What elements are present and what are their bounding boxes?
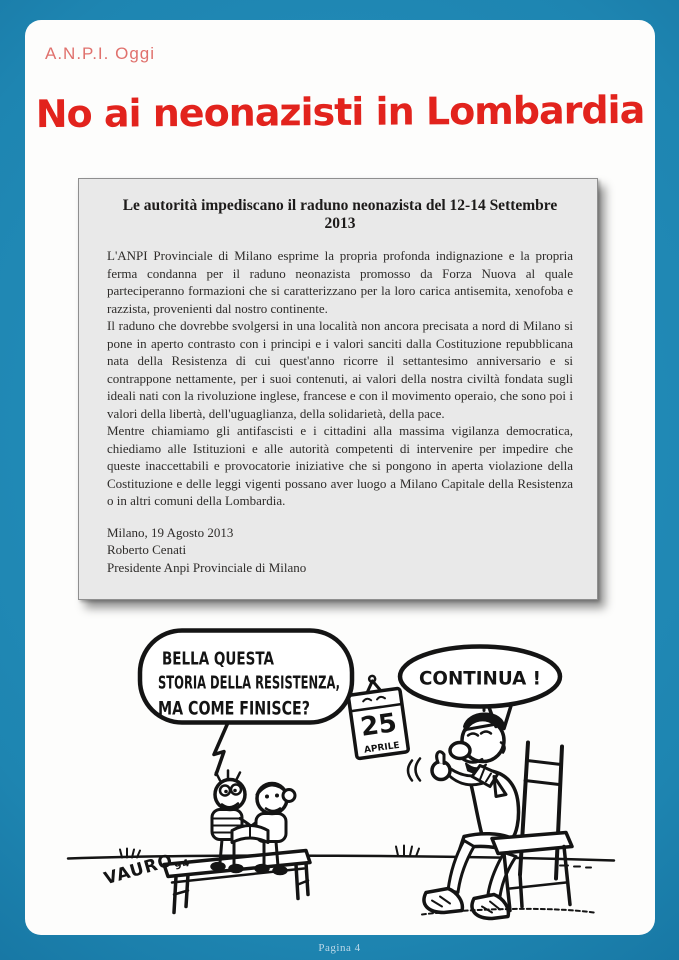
book (232, 826, 268, 843)
signer-name: Roberto Cenati (107, 542, 187, 557)
left-bubble-line-1: BELLA QUESTA (162, 648, 275, 670)
communique-paragraph: Il raduno che dovrebbe svolgersi in una località non ancora precisata a nord di Milano si pone in aperto contrasto con i principi e i valori sanciti dalla Costituzione repubblicana nata della Resistenza di cui quest'anno ricorre il settantesimo anniversario e si contrappone nettamente, per i suoi contenuti, ai valori della nostra civiltà fondata sugli ideali nati con la rivoluzione inglese, francese e con il movimento operaio, che sono poi i valori della libertà, dell'uguaglianza, della solidarietà, della pace. (107, 318, 573, 421)
communique-title: Le autorità impediscano il raduno neonazista del 12-14 Settembre 2013 (122, 197, 558, 232)
left-speech-bubble (140, 631, 352, 775)
calendar-day: 25 (358, 708, 399, 743)
calendar (346, 672, 409, 758)
editorial-cartoon (60, 620, 620, 925)
newsletter-page (25, 20, 655, 935)
artist-name: VAURO (101, 850, 176, 890)
left-bubble-line-2: STORIA DELLA RESISTENZA, (158, 672, 340, 694)
artist-year: 94 (173, 857, 192, 873)
communique-box (78, 178, 598, 600)
left-bubble-line-3: MA COME FINISCE? (158, 697, 310, 720)
communique-paragraph: Mentre chiamiamo gli antifascisti e i cittadini alla massima vigilanza democratica, chiediamo alle Istituzioni e alle autorità competenti di intervenire per impedire che queste inaccettabili e provocatorie iniziative che si pongono in aperta violazione della Costituzione e delle leggi vigenti possano aver luogo a Milano Capitale della Resistenza o in altri comuni della Lombardia. (107, 423, 573, 508)
calendar-month: APRILE (363, 740, 401, 756)
page-number: Pagina 4 (318, 942, 361, 954)
svg-text:VAURO94 (102, 846, 192, 892)
artist-signature (102, 846, 192, 892)
communique-paragraph: L'ANPI Provinciale di Milano esprime la propria profonda indignazione e la propria ferma condanna per il raduno neonazista promosso da Forza Nuova al quale parteciperanno formazioni che si caratterizzano per la loro carica antisemita, xenofoba e razzista, provenienti dal nostro continente. (107, 248, 573, 316)
dateline: Milano, 19 Agosto 2013 (107, 524, 234, 540)
signer-title: Presidente Anpi Provinciale di Milano (107, 559, 307, 575)
page-header-label: A.N.P.I. Oggi (45, 44, 156, 63)
right-bubble-text: CONTINUA ! (419, 667, 541, 690)
page-title: No ai neonazisti in Lombardia (35, 87, 645, 137)
old-partisan-figure (408, 706, 594, 919)
communique-signature (107, 524, 573, 577)
